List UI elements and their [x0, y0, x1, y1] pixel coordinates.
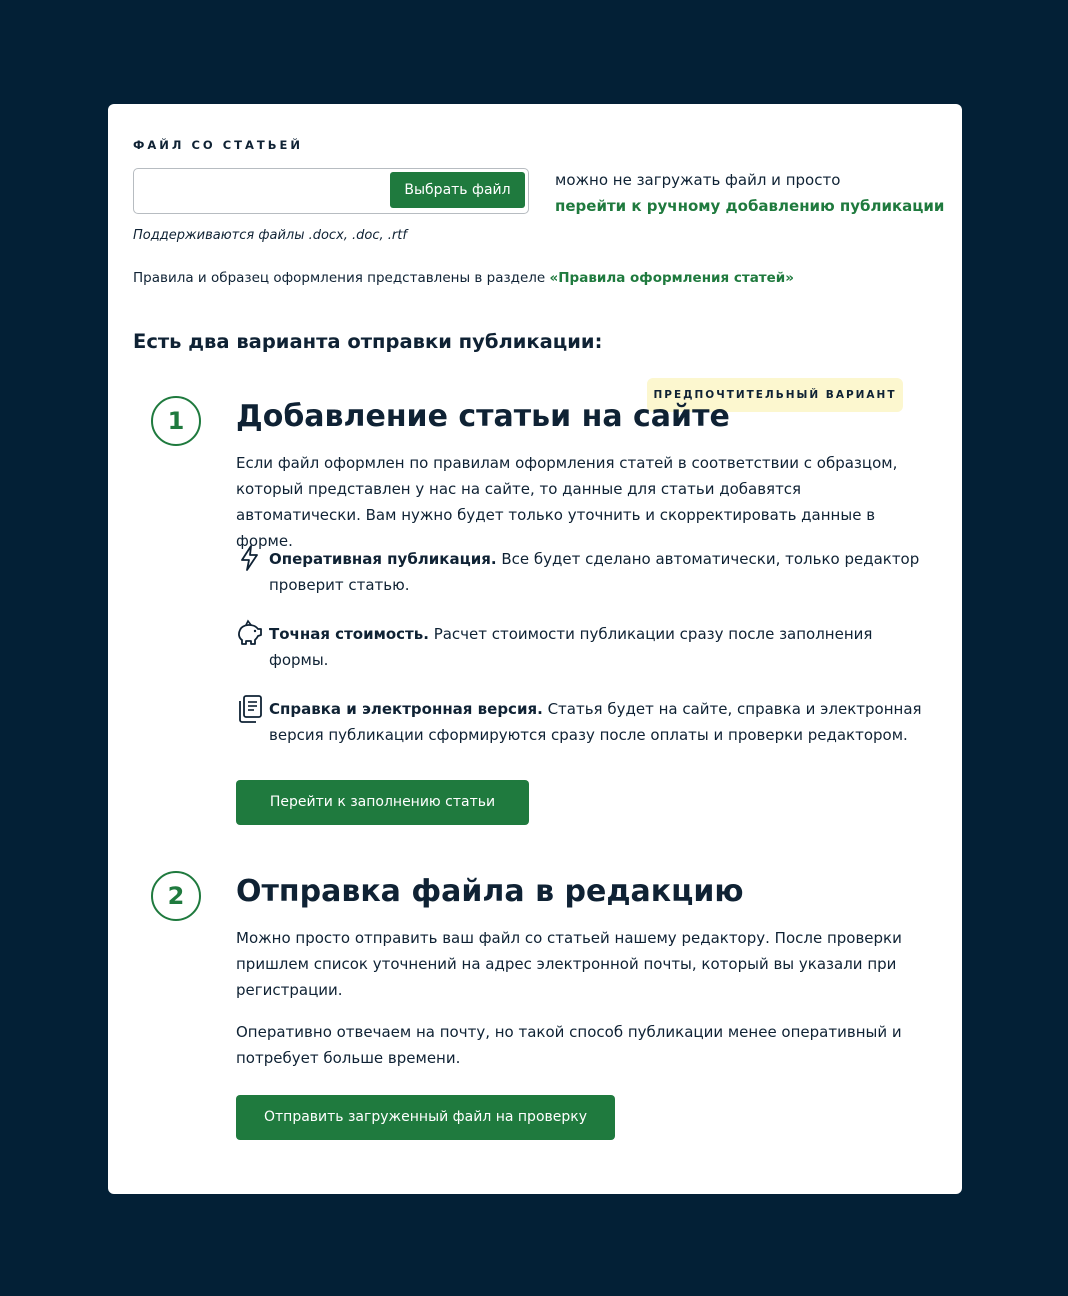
piggy-bank-icon	[234, 618, 262, 646]
documents-icon	[236, 694, 264, 722]
preferred-badge: ПРЕДПОЧТИТЕЛЬНЫЙ ВАРИАНТ	[647, 378, 903, 412]
choose-file-button[interactable]: Выбрать файл	[390, 172, 525, 208]
fill-article-button[interactable]: Перейти к заполнению статьи	[236, 780, 529, 825]
option-2-number: 2	[151, 871, 201, 921]
rules-text: Правила и образец оформления представлены в разделе	[133, 270, 550, 286]
feature-certificate	[269, 696, 949, 748]
feature-text: Расчет стоимости публикации сразу после заполнения формы.	[269, 625, 873, 669]
feature-fast-publication	[269, 546, 929, 598]
rules-link[interactable]: «Правила оформления статей»	[549, 270, 794, 286]
feature-title: Оперативная публикация.	[269, 550, 497, 568]
rules-note	[133, 270, 794, 286]
options-heading: Есть два варианта отправки публикации:	[133, 330, 603, 353]
feature-title: Точная стоимость.	[269, 625, 429, 643]
option-2-title: Отправка файла в редакцию	[236, 874, 744, 909]
file-section-label: ФАЙЛ СО СТАТЬЕЙ	[133, 138, 303, 152]
feature-title: Справка и электронная версия.	[269, 700, 543, 718]
option-1-number: 1	[151, 396, 201, 446]
option-2-paragraph-1: Можно просто отправить ваш файл со статьей нашему редактору. После проверки пришлем список уточнений на адрес электронной почты, который вы указали при регистрации.	[236, 929, 902, 999]
upload-card	[108, 104, 962, 1194]
lightning-icon	[236, 544, 264, 572]
file-input[interactable]	[133, 168, 529, 214]
option-2-paragraph-2: Оперативно отвечаем на почту, но такой способ публикации менее оперативный и потребует больше времени.	[236, 1023, 902, 1067]
manual-add-link[interactable]: перейти к ручному добавлению публикации	[555, 197, 945, 215]
feature-exact-cost	[269, 621, 929, 673]
send-file-button[interactable]: Отправить загруженный файл на проверку	[236, 1095, 615, 1140]
manual-hint-text: можно не загружать файл и просто	[555, 171, 841, 189]
feature-text: Статья будет на сайте, справка и электронная версия публикации сформируются сразу после оплаты и проверки редактором.	[269, 700, 922, 744]
manual-hint	[555, 167, 950, 219]
feature-text: Все будет сделано автоматически, только редактор проверит статью.	[269, 550, 920, 594]
option-1-title: Добавление статьи на сайте	[236, 399, 730, 434]
option-1-description: Если файл оформлен по правилам оформления статей в соответствии с образцом, который представлен у нас на сайте, то данные для статьи добавятся автоматически. Вам нужно будет только уточнить и скорректировать данные в форме.	[236, 454, 898, 550]
supported-formats: Поддерживаются файлы .docx, .doc, .rtf	[133, 228, 407, 243]
